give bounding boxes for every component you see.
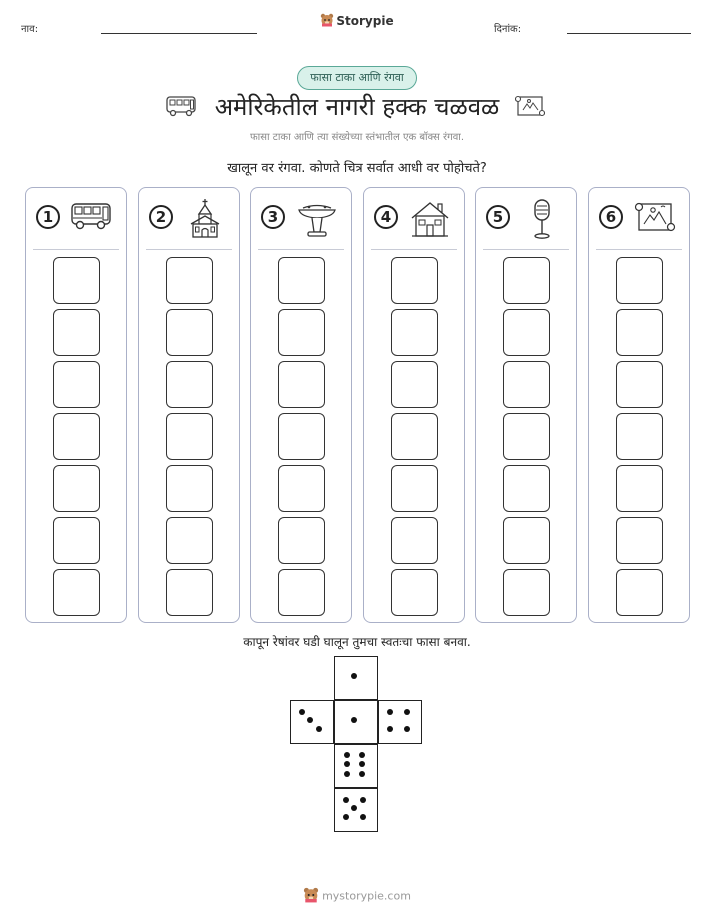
color-box[interactable] (278, 309, 325, 356)
column-number: 2 (149, 205, 173, 229)
pip (359, 771, 365, 777)
column-divider (33, 249, 119, 250)
subtitle: फासा टाका आणि त्या संख्येच्या स्तंभातील एक बॉक्स रंगवा. (249, 132, 465, 143)
column-6 (588, 187, 690, 623)
color-box[interactable] (53, 361, 100, 408)
pip (360, 797, 366, 803)
color-box[interactable] (278, 465, 325, 512)
color-box[interactable] (278, 257, 325, 304)
color-box[interactable] (616, 569, 663, 616)
column-5 (475, 187, 577, 623)
footer (0, 887, 714, 906)
color-box[interactable] (53, 413, 100, 460)
color-box[interactable] (503, 257, 550, 304)
color-box[interactable] (53, 569, 100, 616)
name-label: नाव: (21, 24, 39, 35)
column-divider (146, 249, 232, 250)
microphone-icon (520, 198, 564, 244)
pip (387, 709, 393, 715)
scroll-map-icon (515, 95, 545, 123)
pip (343, 797, 349, 803)
page-title: अमेरिकेतील नागरी हक्क चळवळ (214, 93, 500, 121)
pip (299, 709, 305, 715)
pip (343, 814, 349, 820)
color-box[interactable] (278, 413, 325, 460)
dice-face-4 (378, 700, 422, 744)
footer-url[interactable]: mystorypie.com (322, 889, 411, 903)
scroll-map-icon (633, 198, 677, 242)
pip (359, 761, 365, 767)
color-box[interactable] (503, 569, 550, 616)
brand-logo (0, 13, 714, 30)
color-box[interactable] (503, 309, 550, 356)
storypie-bear-icon (320, 13, 334, 30)
pip (316, 726, 322, 732)
dice-face-5 (334, 788, 378, 832)
color-box[interactable] (616, 413, 663, 460)
pip (404, 726, 410, 732)
pip (387, 726, 393, 732)
column-3 (250, 187, 352, 623)
pip (351, 717, 357, 723)
color-box[interactable] (616, 361, 663, 408)
pip (351, 673, 357, 679)
house-icon (408, 198, 452, 242)
color-box[interactable] (278, 569, 325, 616)
column-number: 6 (599, 205, 623, 229)
church-icon (183, 198, 227, 242)
color-box[interactable] (53, 309, 100, 356)
dice-face-1-center (334, 700, 378, 744)
dice-face-3 (290, 700, 334, 744)
storypie-bear-icon (303, 887, 319, 906)
color-box[interactable] (278, 517, 325, 564)
column-number: 5 (486, 205, 510, 229)
pip (359, 752, 365, 758)
color-box[interactable] (53, 517, 100, 564)
column-number: 4 (374, 205, 398, 229)
column-divider (483, 249, 569, 250)
brand-name: Storypie (336, 14, 394, 28)
column-number: 1 (36, 205, 60, 229)
color-box[interactable] (616, 257, 663, 304)
color-box[interactable] (391, 413, 438, 460)
color-box[interactable] (53, 465, 100, 512)
color-box[interactable] (391, 465, 438, 512)
cut-instruction: कापून रेषांवर घडी घालून तुमचा स्वतःचा फासा बनवा. (243, 635, 471, 649)
column-divider (258, 249, 344, 250)
color-box[interactable] (166, 413, 213, 460)
color-box[interactable] (166, 309, 213, 356)
color-box[interactable] (391, 517, 438, 564)
color-box[interactable] (166, 465, 213, 512)
column-1 (25, 187, 127, 623)
pip (404, 709, 410, 715)
color-box[interactable] (616, 465, 663, 512)
color-box[interactable] (166, 517, 213, 564)
activity-badge: फासा टाका आणि रंगवा (297, 66, 417, 90)
coloring-instruction: खालून वर रंगवा. कोणते चित्र सर्वात आधी वर पोहोचते? (227, 161, 487, 176)
pip (344, 771, 350, 777)
bus-icon (70, 198, 114, 236)
color-box[interactable] (391, 309, 438, 356)
color-box[interactable] (503, 361, 550, 408)
color-box[interactable] (503, 413, 550, 460)
pip (351, 805, 357, 811)
column-divider (371, 249, 457, 250)
column-2 (138, 187, 240, 623)
date-label: दिनांक: (494, 24, 522, 35)
dice-face-6 (334, 744, 378, 788)
column-4 (363, 187, 465, 623)
name-line[interactable] (101, 33, 257, 34)
color-box[interactable] (503, 465, 550, 512)
column-number: 3 (261, 205, 285, 229)
color-box[interactable] (166, 361, 213, 408)
color-box[interactable] (503, 517, 550, 564)
water-fountain-icon (295, 198, 339, 242)
date-line[interactable] (567, 33, 691, 34)
color-box[interactable] (391, 569, 438, 616)
color-box[interactable] (53, 257, 100, 304)
pip (307, 717, 313, 723)
pip (360, 814, 366, 820)
color-box[interactable] (166, 569, 213, 616)
color-box[interactable] (616, 517, 663, 564)
color-box[interactable] (391, 257, 438, 304)
color-box[interactable] (616, 309, 663, 356)
column-divider (596, 249, 682, 250)
color-box[interactable] (391, 361, 438, 408)
pip (344, 761, 350, 767)
dice-face-1 (334, 656, 378, 700)
color-box[interactable] (278, 361, 325, 408)
color-box[interactable] (166, 257, 213, 304)
pip (344, 752, 350, 758)
